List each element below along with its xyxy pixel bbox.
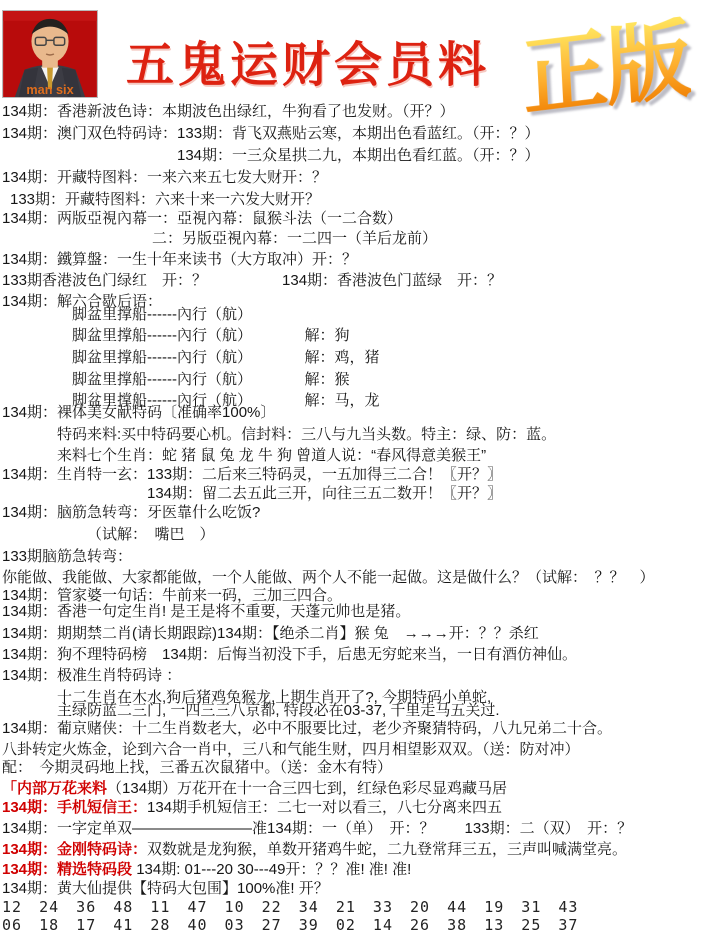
text-line: [2, 800, 723, 821]
text-line: [2, 742, 723, 760]
line-text: 脚盆里撑船------內行（航） 解：狗: [72, 327, 350, 344]
text-line: [2, 842, 723, 862]
line-text: 134期：一三众星拱二九，本期出色看红蓝。（开：？）: [177, 147, 540, 164]
text-line: [2, 881, 723, 899]
text-line: [2, 273, 723, 294]
line-text: 134期：极准生肖特码诗 ：: [2, 667, 182, 684]
line-text: 特码来料:买中特码要心机。信封料：三八与九当头数。特主：绿、防：蓝。: [57, 426, 557, 443]
text-line: [2, 626, 723, 647]
line-label-red: 134期：金刚特码诗：: [2, 841, 148, 858]
text-line: [72, 372, 723, 393]
text-line: [87, 527, 723, 549]
line-text: 134期：一字定单双————————准134期：一（单） 开：？ 133期：二（双） 开：？: [2, 820, 633, 837]
line-text: 134期：香港一句定生肖! 是王是将不重要，天蓬元帅也是猪。: [2, 603, 411, 620]
line-text: 134期：留二去五此三开，向往三五二数开！〖开？〗: [147, 485, 503, 502]
line-text: 十二生肖在木水,狗后猪鸡兔猴龙,上期生肖开了?, 今期特码小单蛇,: [57, 689, 492, 706]
line-text: 134期：脑筋急转弯：牙医靠什么吃饭?: [2, 504, 261, 521]
page-title: 五鬼运财会员料: [125, 39, 490, 92]
line-text: （试解： 嘴巴 ）: [87, 526, 215, 543]
line-text: 134期：期期禁二肖(请长期跟踪)134期：【绝杀二肖】猴 兔 →→→开：？？杀红: [2, 625, 539, 642]
text-line: [2, 252, 723, 273]
text-line: [2, 760, 723, 781]
text-line: [2, 781, 723, 800]
line-text: 134期：两版亞視內幕一：亞視內幕：鼠猴斗法（一二合数）: [2, 210, 403, 227]
line-text: 主绿防蓝二三门, 一四三三八京都, 特段必在03-37, 千里走马五关过.: [57, 702, 500, 719]
line-text: 134期：解六合歇后语：: [2, 293, 163, 310]
line-text: 134期：开藏特图料：一来六来五七发大财开：？: [2, 169, 328, 186]
line-text: 133期香港波色门绿红 开：？ 134期：香港波色门蓝绿 开：？: [2, 272, 503, 289]
text-line: [57, 427, 723, 448]
line-text: 133期：开藏特图料：六来十来一六发大财开？: [10, 191, 321, 208]
text-line: [2, 604, 723, 626]
line-label-red: 134期：手机短信王：: [2, 799, 148, 816]
line-text: 134期：狗不理特码榜 134期：后悔当初没下手，后患无穷蛇来当，一日有酒仿神仙。: [2, 646, 578, 663]
line-text: 脚盆里撑船------內行（航）: [72, 306, 252, 323]
text-line: [2, 721, 723, 742]
text-line: [2, 467, 723, 486]
text-line: [2, 588, 723, 604]
text-line: [2, 104, 723, 126]
line-text: 134期：香港新波色诗：本期波色出绿红，牛狗看了也发财。（开？）: [2, 103, 455, 120]
svg-text:man six: man six: [26, 83, 74, 97]
text-line: [177, 148, 723, 170]
line-text: 12 24 36 48 11 47 10 22 34 21 33 20 44 19 31 43: [2, 898, 579, 916]
line-text: 134期：黄大仙提供【特码大包围】100%准! 开？: [2, 880, 329, 897]
text-line: [72, 328, 723, 350]
line-text: 134期：裸体美女献特码〔准确率100%〕: [2, 404, 276, 421]
line-text: （134期）万花开在十一合三四七到，红绿色彩尽显鸡藏马居: [107, 780, 508, 797]
line-text: 来料七个生肖：蛇 猪 鼠 兔 龙 牛 狗 曾道人说：“春风得意美猴王”: [57, 447, 487, 464]
text-line: [57, 703, 723, 721]
portrait-illustration: [3, 11, 97, 97]
line-text: 脚盆里撑船------內行（航） 解：鸡，猪: [72, 349, 380, 366]
text-line: [57, 448, 723, 467]
text-line: [2, 821, 723, 842]
line-text: 134期：葡京赌侠：十二生肖数老大，必中不服要比过，老少齐聚猜特码，八九兄弟二十合。: [2, 720, 613, 737]
line-text: 八卦转定火炼金，论到六合一肖中，三八和气能生财，四月相望影双双。（送：防对冲）: [2, 741, 580, 758]
text-line: [72, 307, 723, 328]
line-text: 双数就是龙狗猴，单数开猪鸡牛蛇，二九登常拜三五，三声叫喊满堂亮。: [147, 841, 628, 858]
line-text: 134期：鐵算盤：一生十年来读书（大方取冲）开：？: [2, 251, 358, 268]
text-line: [2, 862, 723, 881]
text-line: [10, 192, 723, 211]
text-line: [2, 917, 723, 931]
text-line: [2, 570, 723, 588]
line-text: 134期：生肖特一玄：133期：二后来三特码灵，一五加得三二合！〖开？〗: [2, 466, 503, 483]
text-line: [2, 211, 723, 231]
tips-text-content: [2, 104, 723, 931]
line-text: 134期：管家婆一句话：牛前来一码，三加三四合。: [2, 587, 343, 604]
text-line: [2, 505, 723, 527]
text-line: [147, 486, 723, 505]
line-text: 配： 今期灵码地上找，三番五次鼠猪中。（送：金木有特）: [2, 759, 393, 776]
text-line: [2, 170, 723, 192]
genuine-edition-stamp: 正版: [520, 10, 692, 128]
line-text: 134期：澳门双色特码诗：133期：背飞双燕贴云寒，本期出色看蓝红。（开：？）: [2, 125, 540, 142]
line-text: 你能做、我能做、大家都能做，一个人能做、两个人不能一起做。这是做什么？（试解： ？？ ）: [2, 569, 655, 586]
line-label-red: 134期：精选特码段: [2, 861, 133, 878]
text-line: [72, 350, 723, 372]
text-line: [2, 549, 723, 570]
line-text: 06 18 17 41 28 40 03 27 39 02 14 26 38 13 25 37: [2, 916, 579, 931]
line-text: 脚盆里撑船------內行（航） 解：猴: [72, 371, 350, 388]
text-line: [2, 668, 723, 690]
text-line: [2, 126, 723, 148]
line-label-red: 「内部万花来料: [2, 780, 108, 797]
line-text: 134期手机短信王：二七一对以看三，八七分离来四五: [147, 799, 503, 816]
text-line: [2, 647, 723, 668]
text-line: [152, 231, 723, 252]
text-line: [2, 899, 723, 917]
line-text: 133期脑筋急转弯：: [2, 548, 133, 565]
tipster-portrait-photo: [2, 10, 98, 98]
line-text: 134期: 01---20 30---49开：？？准! 准! 准!: [132, 861, 412, 878]
line-text: 脚盆里撑船------內行（航） 解：马，龙: [72, 392, 380, 409]
line-text: 二：另版亞視內幕：一二四一（羊后龙前）: [152, 230, 438, 247]
